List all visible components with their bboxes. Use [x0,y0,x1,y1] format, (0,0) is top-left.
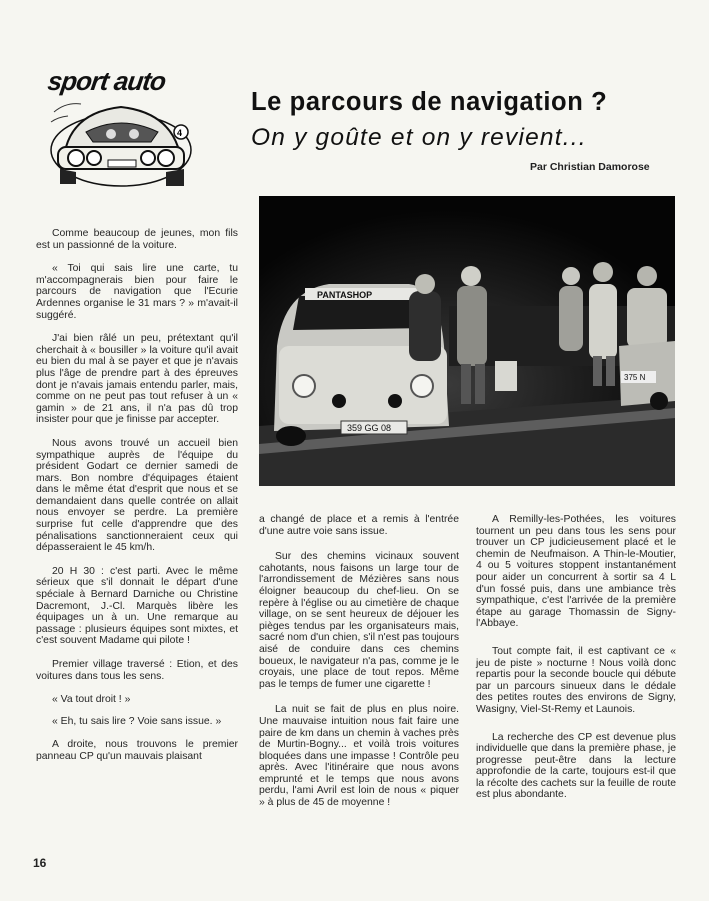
photo-scene [259,196,675,486]
paragraph: A Remilly-les-Pothées, les voitures tournent un peu dans tous les sens pour trouver un CP judicieusement placé et le chemin de Neufmaison. A Thin-le-Moutier, 4 ou 5 voitures stoppent instantanément pour aider un concurrent à sortir sa 4 L d'un fossé puis, dans une ambiance très sympathique, c'est l'arrivée de la première étape au garage Thomassin de Signy-l'Abbaye. [476,514,676,630]
column-2 [259,514,459,809]
author-byline: Par Christian Damorose [530,161,650,173]
rally-car-illustration [46,92,196,192]
dialogue-line: « Va tout droit ! » [52,694,131,706]
night-rally-photo [259,196,675,486]
dialogue-line: « Eh, tu sais lire ? Voie sans issue. » [52,715,222,727]
paragraph: Premier village traversé : Etion, et des voitures dans tous les sens. [36,659,238,682]
paragraph: Nous avons trouvé un accueil bien sympathique auprès de l'équipe du président Godart ce dernier samedi de mars. Bon nombre d'équipages étaient dans le même état d'esprit que nous et se demandaient dans quelle contrée on allait nous envoyer se perdre. La première surprise fut celle d'apprendre que des pénalisations sanctionneraient ceux qui dépasseraient le 45 km/h. [36,437,238,554]
paragraph: La recherche des CP est devenue plus individuelle que dans la première phase, je progresse peut-être dans la lecture approfondie de la carte, toujours est-il que la récolte des cachets sur la feuille de route est plus abondante. [476,731,676,801]
paragraph: J'ai bien râlé un peu, prétextant qu'il cherchait à « bousiller » la voiture qu'il avait eu bien du mal à se payer et que je n'avais plus l'âge de prendre part à des épreuves dont je n'avais jamais entendu parler, mais, comme on ne peut pas tout refuser à un « gamin » de 21 ans, il n'a pas dû trop insister pour que je finisse par accepter. [36,333,238,426]
svg-text:4: 4 [177,128,183,138]
paragraph: A droite, nous trouvons le premier panneau CP qu'un mauvais plaisant [36,739,238,762]
paragraph: Tout compte fait, il est captivant ce « jeu de piste » nocturne ! Nous voilà donc repartis pour la seconde boucle qui débute par un parcours sinueux dans le dédale des petites routes des environs de Signy, Wasigny, Viel-St-Remy et Launois. [476,645,676,715]
column-1 [36,228,238,763]
paragraph: a changé de place et a remis à l'entrée d'une autre voie sans issue. [259,514,459,537]
car-plate-front: 359 GG 08 [347,423,392,433]
car-plate-side: 375 N [624,373,646,382]
article-title: Le parcours de navigation ? [251,88,608,116]
pantashop-sign: PANTASHOP [317,290,373,300]
column-3 [476,514,676,801]
paragraph: « Toi qui sais lire une carte, tu m'accompagnerais bien pour faire le parcours de navigation que l'Ecurie Ardennes organise le 31 mars ? » m'avait-il suggéré. [36,263,238,321]
paragraph: La nuit se fait de plus en plus noire. Une mauvaise intuition nous fait faire une paire de km dans un chemin à vaches près de Murtin-Bogny... et voilà trois voitures bloquées dans une impasse ! Contrôle peu après. Avec l'itinéraire que nous avons emprunté et le temps que nous avons perdu, l'ami Avril est loin de nous « piquer » à plus de 45 de moyenne ! [259,704,459,809]
sport-auto-logo: sport auto [45,66,168,96]
page-number: 16 [33,856,47,870]
paragraph: 20 H 30 : c'est parti. Avec le même sérieux que s'il donnait le départ d'une spéciale à Bernard Darniche ou Christine Dacremont, J.-Cl. Marquès libère les équipages un à un. Une remarque au passage : plusieurs équipes sont mixtes, et c'est souvent Madame qui pilote ! [36,565,238,647]
article-subtitle: On y goûte et on y revient... [251,124,587,151]
paragraph: Comme beaucoup de jeunes, mon fils est un passionné de la voiture. [36,228,238,251]
paragraph: Sur des chemins vicinaux souvent cahotants, nous faisons un large tour de l'arrondissement de Mézières sans nous éloigner beaucoup du chef-lieu. On se repère à l'église ou au cimetière de chaque village, on se sent heureux de déjouer les pièges tendus par les organisateurs mais, sacré nom d'un chien, s'il n'est pas toujours aisé de conduire dans ces chemins boueux, le navigateur n'a pas, comme je le croyais, une place de tout repos. Même pas le temps de fumer une cigarette ! [259,551,460,690]
